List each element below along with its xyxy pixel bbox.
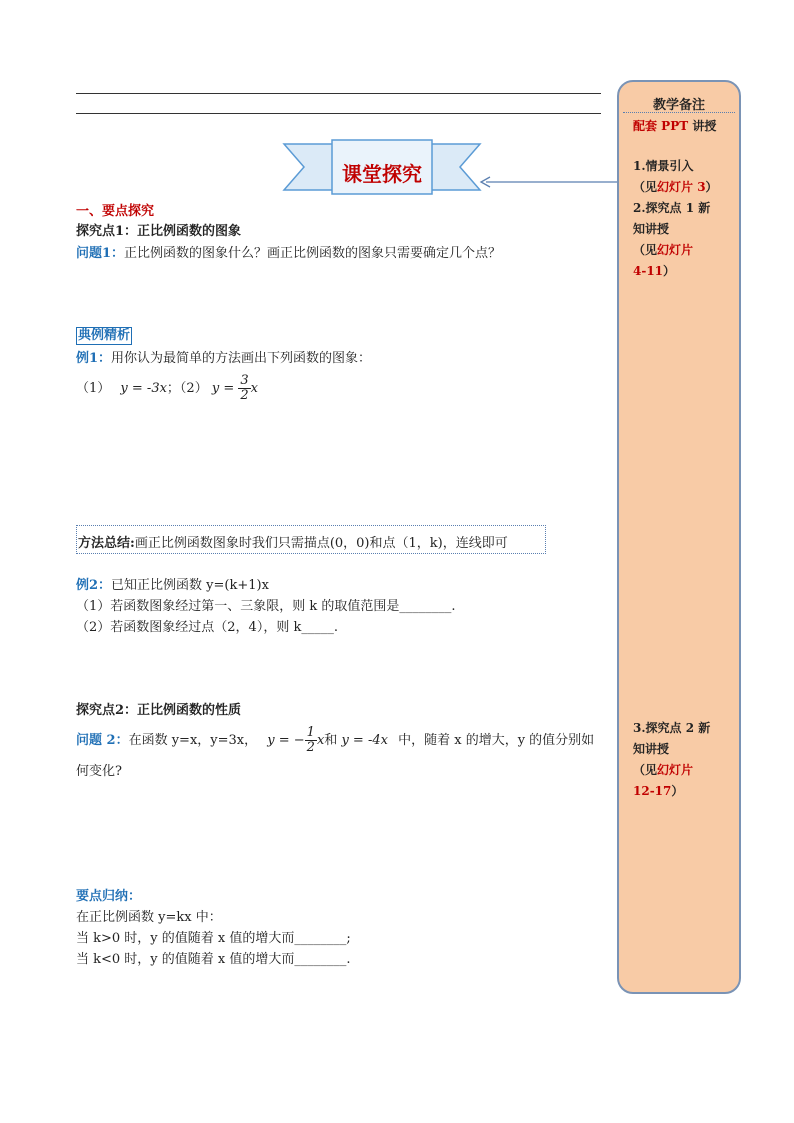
notes-item3-close: ） <box>671 784 684 798</box>
example2-line2: （2）若函数图象经过点（2，4），则 k_____. <box>76 620 338 635</box>
notes-ppt-black: 讲授 <box>692 119 717 133</box>
banner-title: 课堂探究 <box>342 162 422 186</box>
notes-item1-line1: 1.情景引入 <box>633 159 694 173</box>
notes-item3-line3 <box>633 762 693 778</box>
example1-label: 例1： <box>76 351 112 366</box>
part2-lhs: y = <box>211 381 235 396</box>
teaching-notes-divider <box>623 112 735 113</box>
point1-title: 探究点1：正比例函数的图象 <box>76 224 242 239</box>
notes-item3-range: 12-17 <box>633 784 672 798</box>
expr-b: y = -4x <box>341 733 388 748</box>
part2-denominator: 2 <box>240 388 249 403</box>
notes-item3-slide: 幻灯片 <box>657 763 694 777</box>
notes-item3-open: （见 <box>633 763 658 777</box>
example1-text: 用你认为最简单的方法画出下列函数的图象： <box>111 351 372 366</box>
point1-question <box>76 245 501 263</box>
teaching-notes-title: 教学备注 <box>652 98 705 113</box>
question2-suffix: 中，随着 x 的增大，y 的值分别如 <box>398 733 595 748</box>
notes-item2-line1: 2.探究点 1 新 <box>633 201 711 215</box>
method-text: 画正比例函数图象时我们只需描点(0，0)和点（1，k)，连线即可 <box>134 536 508 551</box>
notes-item2-range: 4-11 <box>633 264 664 278</box>
method-summary <box>78 535 508 553</box>
example2-line1: （1）若函数图象经过第一、三象限，则 k 的取值范围是________. <box>76 599 456 614</box>
point2-title: 探究点2：正比例函数的性质 <box>76 703 242 718</box>
notes-item2-close: ） <box>663 264 676 278</box>
question2-label: 问题 2： <box>76 733 129 748</box>
section-heading: 一、要点探究 <box>76 204 155 219</box>
example1 <box>76 350 371 368</box>
expr-a-fraction <box>305 726 317 755</box>
example1-parts <box>76 374 258 403</box>
expr-conj: 和 <box>324 733 338 748</box>
example2 <box>76 577 269 595</box>
header-rule-bottom <box>76 113 601 114</box>
header-rule-top <box>76 93 601 94</box>
notes-item2-open: （见 <box>633 243 658 257</box>
pointer-arrow <box>478 176 620 188</box>
notes-ppt-red: 配套 PPT <box>633 119 689 133</box>
part1-prefix: （1） <box>76 381 111 396</box>
point2-question <box>76 726 594 755</box>
expr-a-denominator: 2 <box>306 740 315 755</box>
summary-title: 要点归纳： <box>76 889 142 904</box>
notes-item1-line2 <box>633 179 718 195</box>
notes-ppt <box>633 118 716 134</box>
method-label: 方法总结: <box>78 536 135 551</box>
question2-line2: 何变化? <box>76 764 122 779</box>
notes-item1-close: ） <box>705 180 718 194</box>
summary-line3: 当 k<0 时，y 的值随着 x 值的增大而________. <box>76 952 351 967</box>
expr-a-numerator: 1 <box>306 725 315 740</box>
question1-label: 问题1： <box>76 246 125 261</box>
example2-text: 已知正比例函数 y=(k+1)x <box>111 578 269 593</box>
notes-item1-slide: 幻灯片 3 <box>657 180 706 194</box>
expr-a-lhs: y = − <box>267 733 305 748</box>
part1-expr: y = -3x <box>120 381 167 396</box>
part2-var: x <box>250 381 258 396</box>
notes-item3-line4 <box>633 783 683 799</box>
example2-label: 例2： <box>76 578 112 593</box>
notes-item1-open: （见 <box>633 180 658 194</box>
example-tag: 典例精析 <box>78 328 131 343</box>
notes-item3-line1: 3.探究点 2 新 <box>633 721 711 735</box>
question2-prefix: 在函数 y=x，y=3x， <box>128 733 258 748</box>
expr-a-var: x <box>316 733 325 748</box>
part2-fraction <box>238 374 250 403</box>
notes-item2-line2: 知讲授 <box>633 222 670 236</box>
notes-item2-line4 <box>633 263 675 279</box>
notes-item3-line2: 知讲授 <box>633 742 670 756</box>
question1-text: 正比例函数的图象什么？画正比例函数的图象只需要确定几个点？ <box>124 246 502 261</box>
notes-item2-line3 <box>633 242 693 258</box>
summary-line1: 在正比例函数 y=kx 中： <box>76 910 222 925</box>
notes-item2-slide: 幻灯片 <box>657 243 694 257</box>
part2-numerator: 3 <box>240 373 249 388</box>
summary-line2: 当 k>0 时，y 的值随着 x 值的增大而________; <box>76 931 351 946</box>
part-separator: ；（2） <box>166 381 208 396</box>
teaching-notes-panel <box>617 80 741 994</box>
